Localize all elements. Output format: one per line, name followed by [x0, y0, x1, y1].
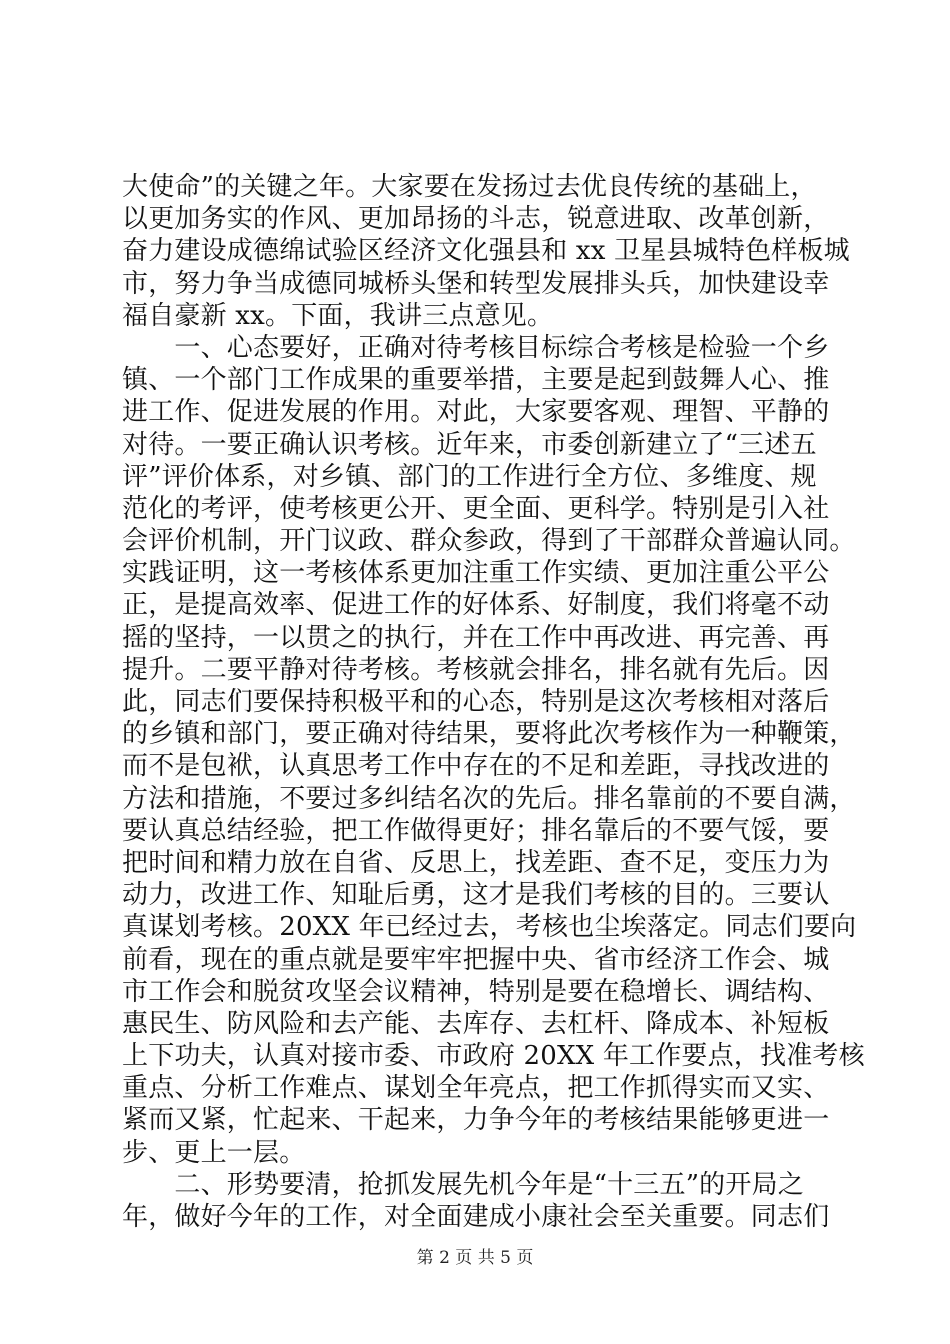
text-line: 一、心态要好，正确对待考核目标综合考核是检验一个乡: [122, 332, 830, 363]
body-text: [122, 171, 865, 1233]
text-line: 的乡镇和部门，要正确对待结果，要将此次考核作为一种鞭策，: [122, 719, 856, 750]
text-line: 年，做好今年的工作，对全面建成小康社会至关重要。同志们: [122, 1202, 830, 1232]
text-line: 紧而又紧，忙起来、干起来，力争今年的考核结果能够更进一: [122, 1105, 830, 1136]
text-line: 对待。一要正确认识考核。近年来，市委创新建立了“三述五: [122, 429, 817, 460]
text-line: 前看，现在的重点就是要牢牢把握中央、省市经济工作会、城: [122, 944, 830, 975]
text-line: 奋力建设成德绵试验区经济文化强县和 xx 卫星县城特色样板城: [122, 236, 850, 267]
text-line: 二、形势要清，抢抓发展先机今年是“十三五”的开局之: [122, 1169, 804, 1200]
text-line: 要认真总结经验，把工作做得更好；排名靠后的不要气馁，要: [122, 815, 830, 846]
text-line: 而不是包袱，认真思考工作中存在的不足和差距，寻找改进的: [122, 751, 830, 782]
text-line: 镇、一个部门工作成果的重要举措，主要是起到鼓舞人心、推: [122, 365, 830, 396]
text-line: 步、更上一层。: [122, 1137, 306, 1168]
text-line: 评”评价体系，对乡镇、部门的工作进行全方位、多维度、规: [122, 461, 817, 492]
text-line: 以更加务实的作风、更加昂扬的斗志，锐意进取、改革创新，: [122, 204, 830, 235]
text-line: 范化的考评，使考核更公开、更全面、更科学。特别是引入社: [122, 493, 830, 524]
text-line: 福自豪新 xx。下面，我讲三点意见。: [122, 300, 554, 331]
text-line: 市，努力争当成德同城桥头堡和转型发展排头兵，加快建设幸: [122, 268, 830, 299]
text-line: 方法和措施，不要过多纠结名次的先后。排名靠前的不要自满，: [122, 783, 856, 814]
text-line: 市工作会和脱贫攻坚会议精神，特别是要在稳增长、调结构、: [122, 976, 830, 1007]
text-line: 实践证明，这一考核体系更加注重工作实绩、更加注重公平公: [122, 558, 830, 589]
text-line: 重点、分析工作难点、谋划全年亮点，把工作抓得实而又实、: [122, 1073, 830, 1104]
text-line: 会评价机制，开门议政、群众参政，得到了干部群众普遍认同。: [122, 526, 856, 557]
text-line: 动力，改进工作、知耻后勇，这才是我们考核的目的。三要认: [122, 880, 830, 911]
text-line: 把时间和精力放在自省、反思上，找差距、查不足，变压力为: [122, 847, 830, 878]
text-line: 进工作、促进发展的作用。对此，大家要客观、理智、平静的: [122, 397, 830, 428]
text-line: 提升。二要平静对待考核。考核就会排名，排名就有先后。因: [122, 654, 830, 685]
text-line: 上下功夫，认真对接市委、市政府 20XX 年工作要点，找准考核: [122, 1041, 865, 1072]
text-line: 惠民生、防风险和去产能、去库存、去杠杆、降成本、补短板: [122, 1008, 830, 1039]
page-number-footer: 第 2 页 共 5 页: [416, 1248, 534, 1268]
text-line: 摇的坚持，一以贯之的执行，并在工作中再改进、再完善、再: [122, 622, 830, 653]
text-line: 大使命”的关键之年。大家要在发扬过去优良传统的基础上，: [122, 172, 817, 202]
text-line: 真谋划考核。20XX 年已经过去，考核也尘埃落定。同志们要向: [122, 912, 857, 943]
text-line: 此，同志们要保持积极平和的心态，特别是这次考核相对落后: [122, 687, 830, 717]
text-line: 正，是提高效率、促进工作的好体系、好制度，我们将毫不动: [122, 590, 830, 621]
